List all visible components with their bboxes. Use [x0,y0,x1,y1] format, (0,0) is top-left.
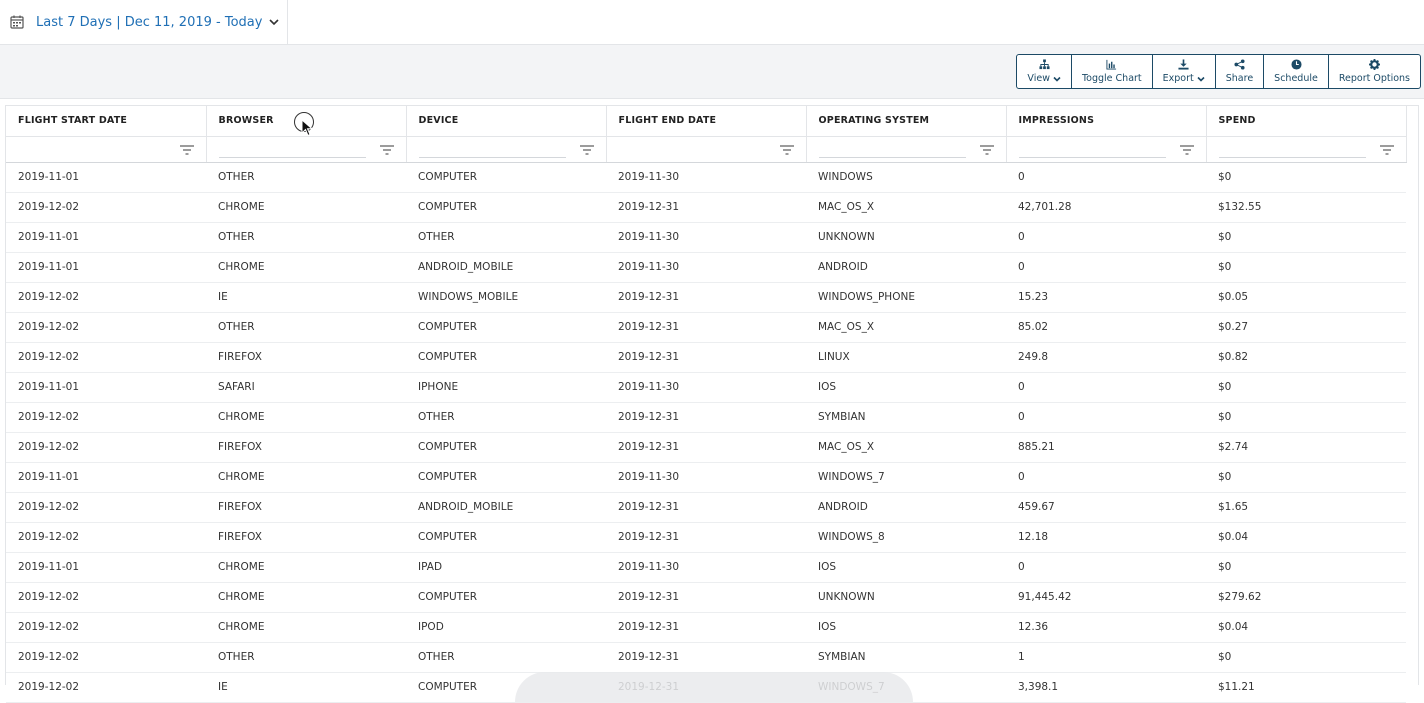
table-row[interactable] [6,582,1406,612]
chevron-down-icon [268,16,280,28]
cell-device: IPAD [406,552,606,582]
cell-flight-end-date: 2019-11-30 [606,372,806,402]
cell-operating-system: MAC_OS_X [806,312,1006,342]
cell-spend: $0 [1206,162,1406,192]
table-body [6,162,1406,702]
hierarchy-icon [1039,59,1050,70]
table-row[interactable] [6,312,1406,342]
date-range-label: Last 7 Days | Dec 11, 2019 - Today [36,14,263,30]
cell-operating-system: WINDOWS_PHONE [806,282,1006,312]
cell-device: WINDOWS_MOBILE [406,282,606,312]
share-label: Share [1225,73,1254,84]
date-range-picker[interactable] [0,0,288,44]
cell-flight-end-date: 2019-12-31 [606,192,806,222]
cell-impressions: 3,398.1 [1006,672,1206,702]
cell-flight-end-date: 2019-11-30 [606,552,806,582]
filter-input-device[interactable] [419,142,566,158]
cell-device: OTHER [406,642,606,672]
table-row[interactable] [6,372,1406,402]
cell-spend: $0 [1206,252,1406,282]
cell-flight-start-date: 2019-11-01 [6,372,206,402]
filter-icon[interactable] [980,144,994,156]
cell-spend: $2.74 [1206,432,1406,462]
cell-device: COMPUTER [406,462,606,492]
filter-icon[interactable] [180,144,194,156]
cell-browser: OTHER [206,642,406,672]
cell-impressions: 0 [1006,402,1206,432]
cell-flight-start-date: 2019-11-01 [6,222,206,252]
filter-input-browser[interactable] [219,142,366,158]
cell-spend: $0.05 [1206,282,1406,312]
cell-spend: $0 [1206,372,1406,402]
cell-spend: $0 [1206,642,1406,672]
share-button[interactable] [1216,55,1264,88]
cell-flight-end-date: 2019-12-31 [606,312,806,342]
table-row[interactable] [6,552,1406,582]
cell-operating-system: WINDOWS_7 [806,462,1006,492]
column-header-impressions[interactable]: IMPRESSIONS [1006,106,1206,136]
cell-impressions: 0 [1006,372,1206,402]
cell-operating-system: SYMBIAN [806,402,1006,432]
cell-impressions: 0 [1006,222,1206,252]
cell-browser: FIREFOX [206,342,406,372]
cell-spend: $0.82 [1206,342,1406,372]
column-header-browser[interactable]: BROWSER [206,106,406,136]
cell-spend: $0.04 [1206,612,1406,642]
toggle-chart-button[interactable] [1072,55,1153,88]
cell-flight-end-date: 2019-12-31 [606,582,806,612]
filter-input-impressions[interactable] [1019,142,1166,158]
calendar-icon [10,15,24,29]
table-row[interactable] [6,432,1406,462]
cell-operating-system: IOS [806,612,1006,642]
report-table [5,105,1419,693]
filter-input-operating-system[interactable] [819,142,966,158]
cell-impressions: 1 [1006,642,1206,672]
filter-cell-spend [1206,136,1406,162]
cell-operating-system: UNKNOWN [806,222,1006,252]
view-label: View [1027,73,1050,84]
cell-browser: CHROME [206,552,406,582]
cell-operating-system: WINDOWS [806,162,1006,192]
filter-cell-flight-start-date [6,136,206,162]
scroll-overlay [515,672,913,702]
cell-browser: CHROME [206,462,406,492]
cell-flight-start-date: 2019-12-02 [6,342,206,372]
cell-flight-start-date: 2019-12-02 [6,642,206,672]
cell-flight-start-date: 2019-12-02 [6,672,206,702]
cell-flight-end-date: 2019-12-31 [606,492,806,522]
cell-flight-start-date: 2019-12-02 [6,402,206,432]
cell-spend: $0 [1206,462,1406,492]
table-row[interactable] [6,192,1406,222]
cell-operating-system: IOS [806,552,1006,582]
cell-flight-end-date: 2019-11-30 [606,252,806,282]
filter-cell-device [406,136,606,162]
cell-flight-end-date: 2019-12-31 [606,522,806,552]
schedule-label: Schedule [1274,73,1318,84]
cell-impressions: 885.21 [1006,432,1206,462]
cell-flight-end-date: 2019-12-31 [606,612,806,642]
filter-cell-impressions [1006,136,1206,162]
cell-browser: FIREFOX [206,432,406,462]
cell-browser: OTHER [206,162,406,192]
table-row[interactable] [6,642,1406,672]
table-row[interactable] [6,162,1406,192]
column-header-flight-end-date[interactable]: FLIGHT END DATE [606,106,806,136]
cell-flight-end-date: 2019-12-31 [606,342,806,372]
cell-spend: $0 [1206,552,1406,582]
cell-device: IPOD [406,612,606,642]
cell-flight-end-date: 2019-11-30 [606,462,806,492]
chevron-down-icon [1053,75,1061,83]
table-row[interactable] [6,282,1406,312]
report-toolbar [1016,54,1421,89]
table-row[interactable] [6,402,1406,432]
cell-spend: $0.27 [1206,312,1406,342]
cell-browser: CHROME [206,612,406,642]
cell-flight-start-date: 2019-12-02 [6,282,206,312]
share-icon [1234,59,1245,70]
cell-flight-end-date: 2019-11-30 [606,222,806,252]
export-label: Export [1162,73,1194,84]
cell-flight-start-date: 2019-12-02 [6,492,206,522]
cell-browser: SAFARI [206,372,406,402]
cell-flight-end-date: 2019-12-31 [606,642,806,672]
cell-device: OTHER [406,402,606,432]
cell-browser: OTHER [206,222,406,252]
download-icon [1178,59,1189,70]
export-button[interactable] [1153,55,1216,88]
cell-spend: $11.21 [1206,672,1406,702]
cell-spend: $0.04 [1206,522,1406,552]
cell-flight-end-date: 2019-12-31 [606,282,806,312]
toolbar-band [0,45,1424,99]
cell-device: COMPUTER [406,342,606,372]
filter-icon[interactable] [380,144,394,156]
cell-impressions: 12.18 [1006,522,1206,552]
filter-cell-flight-end-date [606,136,806,162]
filter-icon[interactable] [580,144,594,156]
cell-flight-end-date: 2019-12-31 [606,432,806,462]
cell-device: ANDROID_MOBILE [406,492,606,522]
column-header-operating-system[interactable]: OPERATING SYSTEM [806,106,1006,136]
cell-flight-start-date: 2019-12-02 [6,192,206,222]
cell-flight-start-date: 2019-11-01 [6,162,206,192]
cell-flight-end-date: 2019-11-30 [606,162,806,192]
column-header-device[interactable]: DEVICE [406,106,606,136]
cell-impressions: 12.36 [1006,612,1206,642]
top-bar [0,0,1424,45]
report-options-button[interactable] [1329,55,1420,88]
cell-flight-start-date: 2019-11-01 [6,552,206,582]
filter-icon[interactable] [1380,144,1394,156]
filter-cell-operating-system [806,136,1006,162]
cell-flight-start-date: 2019-11-01 [6,252,206,282]
cell-impressions: 0 [1006,252,1206,282]
cell-flight-end-date: 2019-12-31 [606,402,806,432]
table-row[interactable] [6,522,1406,552]
cell-device: COMPUTER [406,432,606,462]
cell-device: ANDROID_MOBILE [406,252,606,282]
clock-icon [1291,59,1302,70]
cell-flight-start-date: 2019-12-02 [6,432,206,462]
cell-operating-system: SYMBIAN [806,642,1006,672]
cell-device: OTHER [406,222,606,252]
cell-impressions: 85.02 [1006,312,1206,342]
table-row[interactable] [6,462,1406,492]
table-row[interactable] [6,342,1406,372]
cell-device: COMPUTER [406,192,606,222]
cell-flight-start-date: 2019-12-02 [6,612,206,642]
filter-row [6,136,1406,162]
table-row[interactable] [6,492,1406,522]
cell-flight-start-date: 2019-12-02 [6,312,206,342]
cell-device: COMPUTER [406,522,606,552]
filter-input-spend[interactable] [1219,142,1366,158]
cell-impressions: 0 [1006,552,1206,582]
cell-operating-system: ANDROID [806,252,1006,282]
cell-browser: CHROME [206,402,406,432]
schedule-button[interactable] [1264,55,1329,88]
cell-device: COMPUTER [406,312,606,342]
cell-impressions: 0 [1006,462,1206,492]
cell-device: COMPUTER [406,162,606,192]
bar-chart-icon [1106,59,1117,70]
cell-spend: $1.65 [1206,492,1406,522]
cell-impressions: 249.8 [1006,342,1206,372]
table-row[interactable] [6,222,1406,252]
filter-icon[interactable] [780,144,794,156]
cell-impressions: 459.67 [1006,492,1206,522]
cell-spend: $132.55 [1206,192,1406,222]
cell-browser: IE [206,672,406,702]
cell-browser: FIREFOX [206,522,406,552]
view-button[interactable] [1017,55,1072,88]
cell-impressions: 0 [1006,162,1206,192]
gear-icon [1369,59,1380,70]
table-row[interactable] [6,612,1406,642]
table-row[interactable] [6,252,1406,282]
toggle-chart-label: Toggle Chart [1081,73,1142,84]
report-options-label: Report Options [1338,73,1410,84]
cell-browser: IE [206,282,406,312]
chevron-down-icon [1197,75,1205,83]
cell-operating-system: ANDROID [806,492,1006,522]
cell-operating-system: MAC_OS_X [806,192,1006,222]
cell-browser: OTHER [206,312,406,342]
filter-cell-browser [206,136,406,162]
column-header-flight-start-date[interactable]: FLIGHT START DATE [6,106,206,136]
cell-operating-system: UNKNOWN [806,582,1006,612]
cell-browser: CHROME [206,582,406,612]
cell-operating-system: MAC_OS_X [806,432,1006,462]
cell-device: COMPUTER [406,582,606,612]
filter-icon[interactable] [1180,144,1194,156]
cell-operating-system: WINDOWS_8 [806,522,1006,552]
cell-spend: $279.62 [1206,582,1406,612]
cell-browser: CHROME [206,252,406,282]
cell-browser: CHROME [206,192,406,222]
column-header-spend[interactable]: SPEND [1206,106,1406,136]
cell-spend: $0 [1206,222,1406,252]
cell-impressions: 15.23 [1006,282,1206,312]
cell-device: COMPUTER [406,672,606,702]
cell-device: IPHONE [406,372,606,402]
cell-impressions: 91,445.42 [1006,582,1206,612]
cell-operating-system: IOS [806,372,1006,402]
cell-impressions: 42,701.28 [1006,192,1206,222]
cell-spend: $0 [1206,402,1406,432]
cell-flight-start-date: 2019-12-02 [6,522,206,552]
cell-browser: FIREFOX [206,492,406,522]
cell-flight-start-date: 2019-12-02 [6,582,206,612]
cell-operating-system: LINUX [806,342,1006,372]
header-row [6,106,1406,136]
cell-flight-start-date: 2019-11-01 [6,462,206,492]
